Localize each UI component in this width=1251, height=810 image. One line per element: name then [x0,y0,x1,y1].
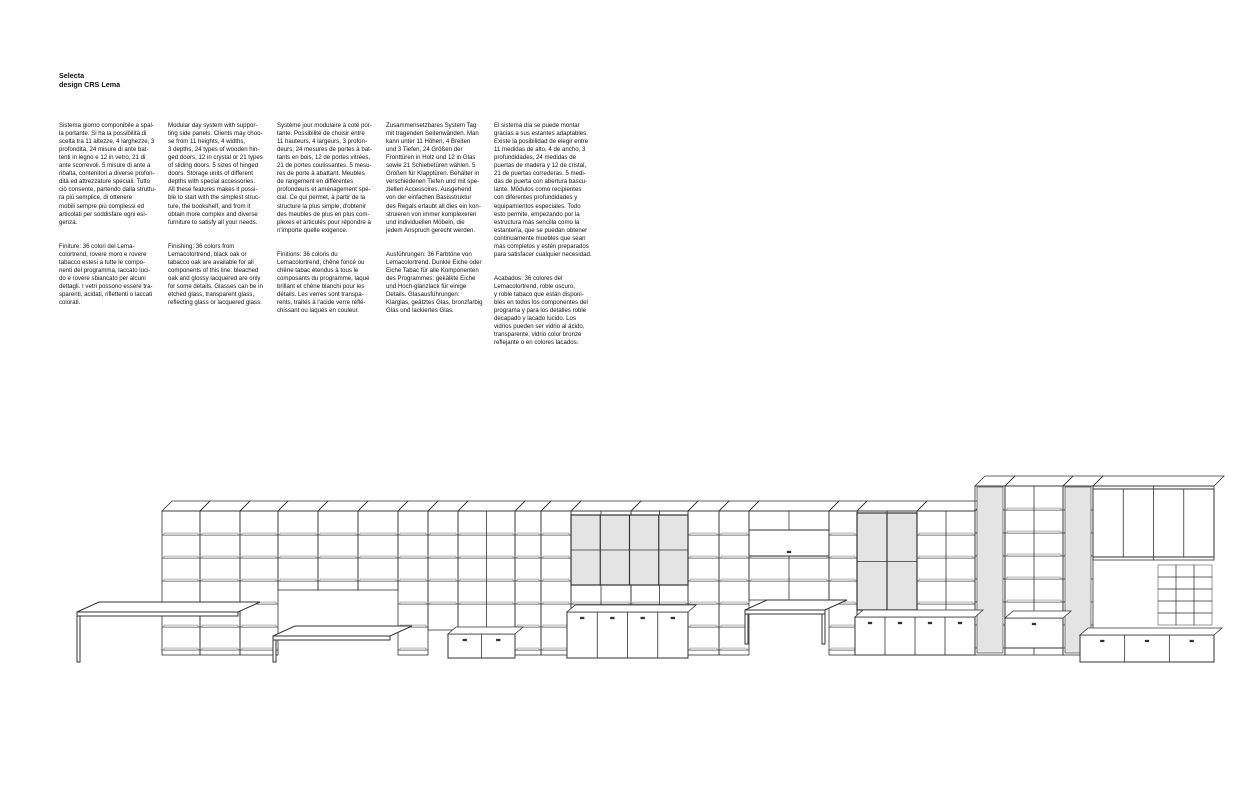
shelf-bay [829,511,857,655]
shelf-edge [202,579,238,581]
shelf-edge [831,648,855,650]
study-desk-edge [745,610,825,614]
description-english: Modular day system with suppor- ting side panels. Clients may choo- se from 11 heights, 4 widths, 3 depths, 24 types of wooden hin- ged doors, 12 in crystal or 21 types of sliding doors. 5 sizes of hinged doors. Storage units of different depths with special accessories. All these features makes it possi- ble to start with the simplest struc- ture, the bookshelf, and from it obtain more complex and diverse furniture to satisfy all your needs. [168,122,263,226]
shelf-edge [690,625,717,627]
cubby [1158,613,1176,625]
shelf-edge [690,602,717,604]
description-french: Système jour modulaire à coté por- tante. Possibilité de choisir entre 11 hauteurs, 4 largeurs, 3 profon- deurs, 24 mesures de portes à bat- tants en bois, 12 de portes vitrées, 21 de portes coulissantes. 5 mesu- res de porte à abattant. Meubles de rangement en différentes profondeurs et aménagement spé- cial. Ce qui permet, à partir de la structure la plus simple, d'obtenir des meubles de plus en plus com- plexes et articulés pour répondre à n'importe quelle exigence. [277,122,372,234]
door-handle [787,551,791,553]
shelf-top [318,501,368,511]
cubby [1194,613,1212,625]
shelf-edge [517,648,539,650]
shelf-edge [164,625,198,627]
shelf-top [200,501,250,511]
shelf-top [398,501,438,511]
product-title: Selecta [59,71,85,80]
shelf-edge [280,579,316,581]
door-handle [580,617,584,619]
shelf-top [749,501,839,511]
shelf-edge [280,533,316,535]
shelf-edge [721,648,747,650]
shelf-edge [831,556,855,558]
cubby [1176,613,1194,625]
shelf-bay [162,511,200,655]
product-header [59,71,120,89]
cabinets-and-desks [77,487,1222,662]
shelf-top [1093,476,1224,486]
shelf-edge [690,648,717,650]
cabinet-top [1005,611,1071,618]
cabinet-top [448,627,523,634]
cubby [1176,589,1194,601]
cabinet-top [855,610,983,617]
shelf-edge [400,648,426,650]
shelf-edge [721,602,747,604]
door-handle [496,639,500,641]
shelf-edge [721,625,747,627]
shelf-top [428,501,468,511]
shelf-edge [164,579,198,581]
text-column-french [277,114,381,331]
finishes-italian: Finiture: 36 colori del Lema- colortrend, rovere moro e rovere tabacco estesi a tutte le compo- nenti del programma, laccato luci- do e rovere sbiancato per alcuni dettagli. I vetri possono essere tra- sparenti, acidati, riflettenti o laccati colorati. [59,242,153,307]
shelf-edge [831,533,855,535]
writing-desk-leg [77,616,80,662]
shelf-edge [543,533,569,535]
cubby [1176,565,1194,577]
door-handle [463,639,467,641]
shelf-edge [430,533,456,535]
shelf-bay [318,511,358,590]
shelf-edge [543,602,569,604]
cubby [1194,565,1212,577]
cubby [1158,601,1176,613]
cubby [1176,577,1194,589]
shelf-edge [202,556,238,558]
shelf-edge [202,648,238,650]
shelf-edge [721,533,747,535]
door-handle [641,617,645,619]
shelf-top [571,501,641,511]
shelf-edge [517,556,539,558]
shelf-edge [360,556,396,558]
shelf-edge [242,625,276,627]
shelf-edge [164,533,198,535]
shelf-edge [202,533,238,535]
door-handle [928,622,932,624]
shelf-bay [515,511,541,655]
shelf-top [458,501,525,511]
cabinet-top [1080,628,1222,635]
finishes-german: Ausführungen: 36 Farbtöne von Lemacolortrend. Dunkle Eiche oder Eiche Tabac für alle Komponenten des Programmes: gekälkte Eiche und Hoch-glanzlack für einige Details. Glasausführungen: Klarglas, geätztes Glas, bronzfarbig Glas und lackiertes Glas. [386,250,483,315]
shelf-top [688,501,729,511]
shelf-bay [240,511,278,655]
shelf-edge [543,625,569,627]
shelf-edge [517,533,539,535]
writing-desk-top [77,602,260,612]
glass-column [977,487,1003,653]
shelf-edge [430,556,456,558]
shelf-edge [242,648,276,650]
shelf-edge [721,556,747,558]
shelf-edge [690,533,717,535]
base-cabinet [1005,618,1063,648]
shelf-edge [242,556,276,558]
shelf-top [541,501,581,511]
study-desk-leg [822,614,825,644]
shelf-edge [242,579,276,581]
shelf-edge [202,625,238,627]
shelf-edge [320,533,356,535]
shelf-bay [428,511,458,630]
door-handle [958,622,962,624]
text-column-english [168,114,272,323]
shelf-edge [690,579,717,581]
shelf-bay [358,511,398,590]
shelf-edge [400,602,426,604]
wall-unit-drawing [0,470,1251,670]
corner-desk-leg [273,640,276,662]
door-handle [898,622,902,624]
shelf-edge [690,556,717,558]
description-spanish: El sistema día se puede montar gracias a sus estantes adaptables. Existe la posibilidad de elegir entre 11 medidas de alto, 4 de ancho, 3 profundidades, 24 medidas de puertas de madera y 12 de cristal, 21 de puertas correderas. 5 medi- das de puerta con abertura bascu- lante. Módulos como recipientes con diferentes profundidades y equipamientos especiales. Todo esto permite, empezando por la estructura más sencilla como la estantería, que se puedan obtener continuamente muebles que sean más completos y estén preparados para satisfacer cualquier necesidad. [494,122,592,258]
shelf-bay [688,511,719,655]
shelf-top [1005,476,1073,486]
shelf-edge [831,625,855,627]
shelf-top [829,501,867,511]
shelf-top [162,501,210,511]
shelf-edge [831,579,855,581]
door-handle [1145,640,1149,642]
shelf-edge [320,556,356,558]
cubby [1194,589,1212,601]
shelf-edge [242,533,276,535]
glass-column [1065,487,1091,653]
shelf-edge [400,533,426,535]
shelf-edge [400,556,426,558]
designer-credit: design CRS Lema [59,80,121,89]
shelf-edge [360,579,396,581]
shelf-top [278,501,328,511]
shelf-edge [543,579,569,581]
finishes-english: Finishing: 36 colors from Lemacolortrend, black oak or tabacco oak are available for all components of this line: bleached oak and glossy lacquered are only for some details. Glasses can be in etched glass, transparent glass, reflecting glass or lacquered glass. [168,242,263,307]
door-handle [1190,640,1194,642]
shelf-edge [430,602,456,604]
shelf-edge [164,648,198,650]
cubby [1158,589,1176,601]
text-column-italian [59,114,163,323]
door-handle [671,617,675,619]
study-desk-top [745,600,847,610]
shelf-edge [721,579,747,581]
finishes-french: Finitions: 36 coloris du Lemacolortrend, chêne foncé ou chêne tabac étendus à tous le composants du programme, laqué brillant et chêne blanchi pour les détails. Les verres sont transpa- rents, traités à l'acide verre réflé- chissant ou laqués en couleur. [277,250,370,315]
shelf-edge [430,579,456,581]
corner-desk-edge [273,636,390,640]
shelf-bay [398,511,428,655]
shelf-edge [543,556,569,558]
shelf-top [719,501,759,511]
shelf-edge [280,556,316,558]
shelf-bay [278,511,318,590]
description-italian: Sistema giorno componibile a spal- la portante. Si ha la possibilità di scelta tra 11 altezze, 4 larghezze, 3 profondità, 24 misure di ante bat- tenti in legno e 12 in vetro, 21 di ante scorrevoli. 5 misure di ante a ribalta, contenitori a diverse profon- dità ed attrezzature speciali. Tutto ciò consente, partendo dalla struttu- ra più semplice, di ottenere mobili sempre più complessi ed articolati per soddisfare ogni esi- genza. [59,122,156,226]
shelf-edge [543,648,569,650]
shelf-edge [360,533,396,535]
cubby [1194,577,1212,589]
text-column-german [386,114,490,331]
door-handle [610,617,614,619]
shelf-top [631,501,698,511]
finishes-spanish: Acabados: 36 colores del Lemacolortrend, roble oscuro, y roble tabaco que están disponi- bles en todos los componentes del programa y para los detalles roble decapado y lacado lucido. Los vidrios pueden ser vidrio al ácido, transparente, vidrio color bronze reflejante o en colores lacados. [494,274,588,347]
shelf-top [1063,476,1103,486]
cubby [1176,601,1194,613]
cubby [1194,601,1212,613]
door-handle [1100,640,1104,642]
shelf-edge [320,579,356,581]
shelf-top [857,501,927,511]
door-handle [868,622,872,624]
cabinet-top [567,605,696,612]
shelf-bay [200,511,240,655]
base-cabinet [1080,635,1214,662]
cubby [1158,565,1176,577]
shelf-top [240,501,288,511]
shelf-top [975,476,1015,486]
text-column-spanish [494,114,598,363]
shelf-edge [517,579,539,581]
writing-desk-edge [77,612,238,616]
shelf-edge [517,602,539,604]
shelf-edge [164,556,198,558]
shelf-top [358,501,408,511]
shelf-edge [400,579,426,581]
corner-desk-top [273,626,412,636]
cubby [1158,577,1176,589]
door-handle [1032,623,1036,625]
study-desk-leg [745,614,748,644]
description-german: Zusammensetzbares System Tag mit tragenden Seitenwänden. Man kann unter 11 Höhen, 4 Breiten und 3 Tiefen, 24 Größen der Fronttüren in Holz und 12 in Glas sowie 21 Schiebetüren wählen. 5 Größen für Klapptüren. Behälter in verschiedenen Tiefen und mit spe- ziellen Accessoires. Ausgehend von der einfachen Basisstruktur des Regals erlaubt all dies ein kon- struieren von immer komplexeren und individuellen Möbeln, die jedem Anspruch gerecht werden. [386,122,481,234]
